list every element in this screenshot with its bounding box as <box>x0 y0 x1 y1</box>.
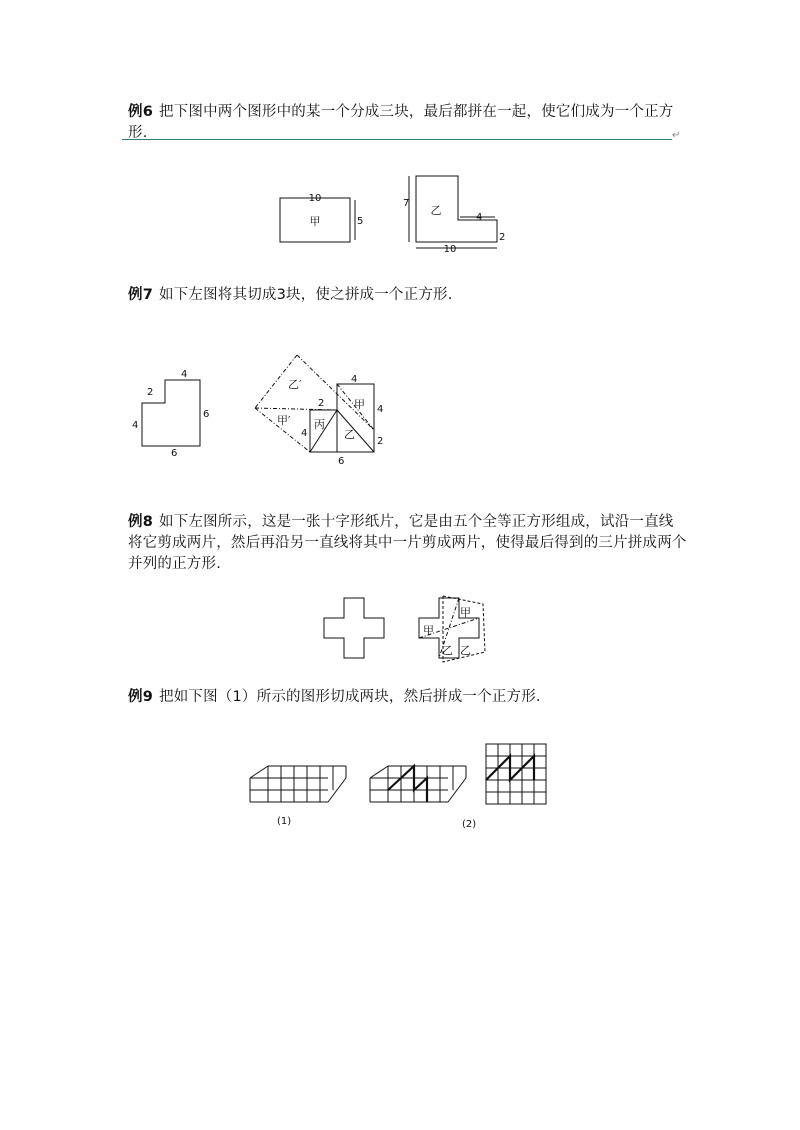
example-6-text: 把下图中两个图形中的某一个分成三块，最后都拼在一起，使它们成为一个正方形. <box>128 104 674 141</box>
bing-label: 丙 <box>314 418 325 431</box>
jia-height-label: 5 <box>357 216 364 227</box>
num-2-right-label: 2 <box>377 436 384 447</box>
num-2-mid-label: 2 <box>318 398 325 409</box>
left-bottom-label: 6 <box>171 448 178 459</box>
left-notch-label: 2 <box>147 387 154 398</box>
left-right-label: 6 <box>203 409 210 420</box>
jia-label: 甲 <box>354 398 365 411</box>
num-6-bottom-label: 6 <box>338 456 345 467</box>
cross-jia-top-label: 甲 <box>460 606 471 619</box>
paragraph-mark-icon: ↵ <box>672 130 681 141</box>
cross-yi-bottom-label: 乙 <box>442 644 453 657</box>
example-6-label: 例6 <box>128 104 153 120</box>
jia-name-label: 甲 <box>309 215 321 228</box>
example-7-label: 例7 <box>128 287 153 303</box>
example-8-label: 例8 <box>128 514 153 530</box>
cross-yi-right-label: 乙 <box>460 644 471 657</box>
num-4-left-label: 4 <box>301 428 308 439</box>
example-8-text: 如下左图所示，这是一张十字形纸片，它是由五个全等正方形组成，试沿一直线将它剪成两片，然后再沿另一直线将其中一片剪成两片，使得最后得到的三片拼成两个并列的正方形. <box>128 514 687 572</box>
yi-base-label: 10 <box>443 244 457 255</box>
yi-label: 乙 <box>344 428 355 441</box>
example-9-text: 把如下图（1）所示的图形切成两块，然后拼成一个正方形. <box>159 689 541 705</box>
num-4-right-label: 4 <box>377 404 384 415</box>
left-top-label: 4 <box>181 369 188 380</box>
yi-right-label: 2 <box>499 232 506 243</box>
yi-prime-label: 乙′ <box>288 378 302 391</box>
caption-1-label: (1) <box>277 816 292 827</box>
jia-width-label: 10 <box>308 193 322 204</box>
yi-height-label: 7 <box>403 198 410 209</box>
yi-name-label: 乙 <box>430 204 442 217</box>
cross-jia-left-label: 甲 <box>423 624 434 637</box>
jia-prime-label: 甲′ <box>277 414 291 427</box>
left-left-label: 4 <box>132 420 139 431</box>
num-4-top-label: 4 <box>351 374 358 385</box>
example-9-label: 例9 <box>128 689 153 705</box>
yi-step-label: 4 <box>476 212 483 223</box>
example-7-text: 如下左图将其切成3块，使之拼成一个正方形. <box>159 287 453 303</box>
caption-2-label: (2) <box>462 819 477 830</box>
